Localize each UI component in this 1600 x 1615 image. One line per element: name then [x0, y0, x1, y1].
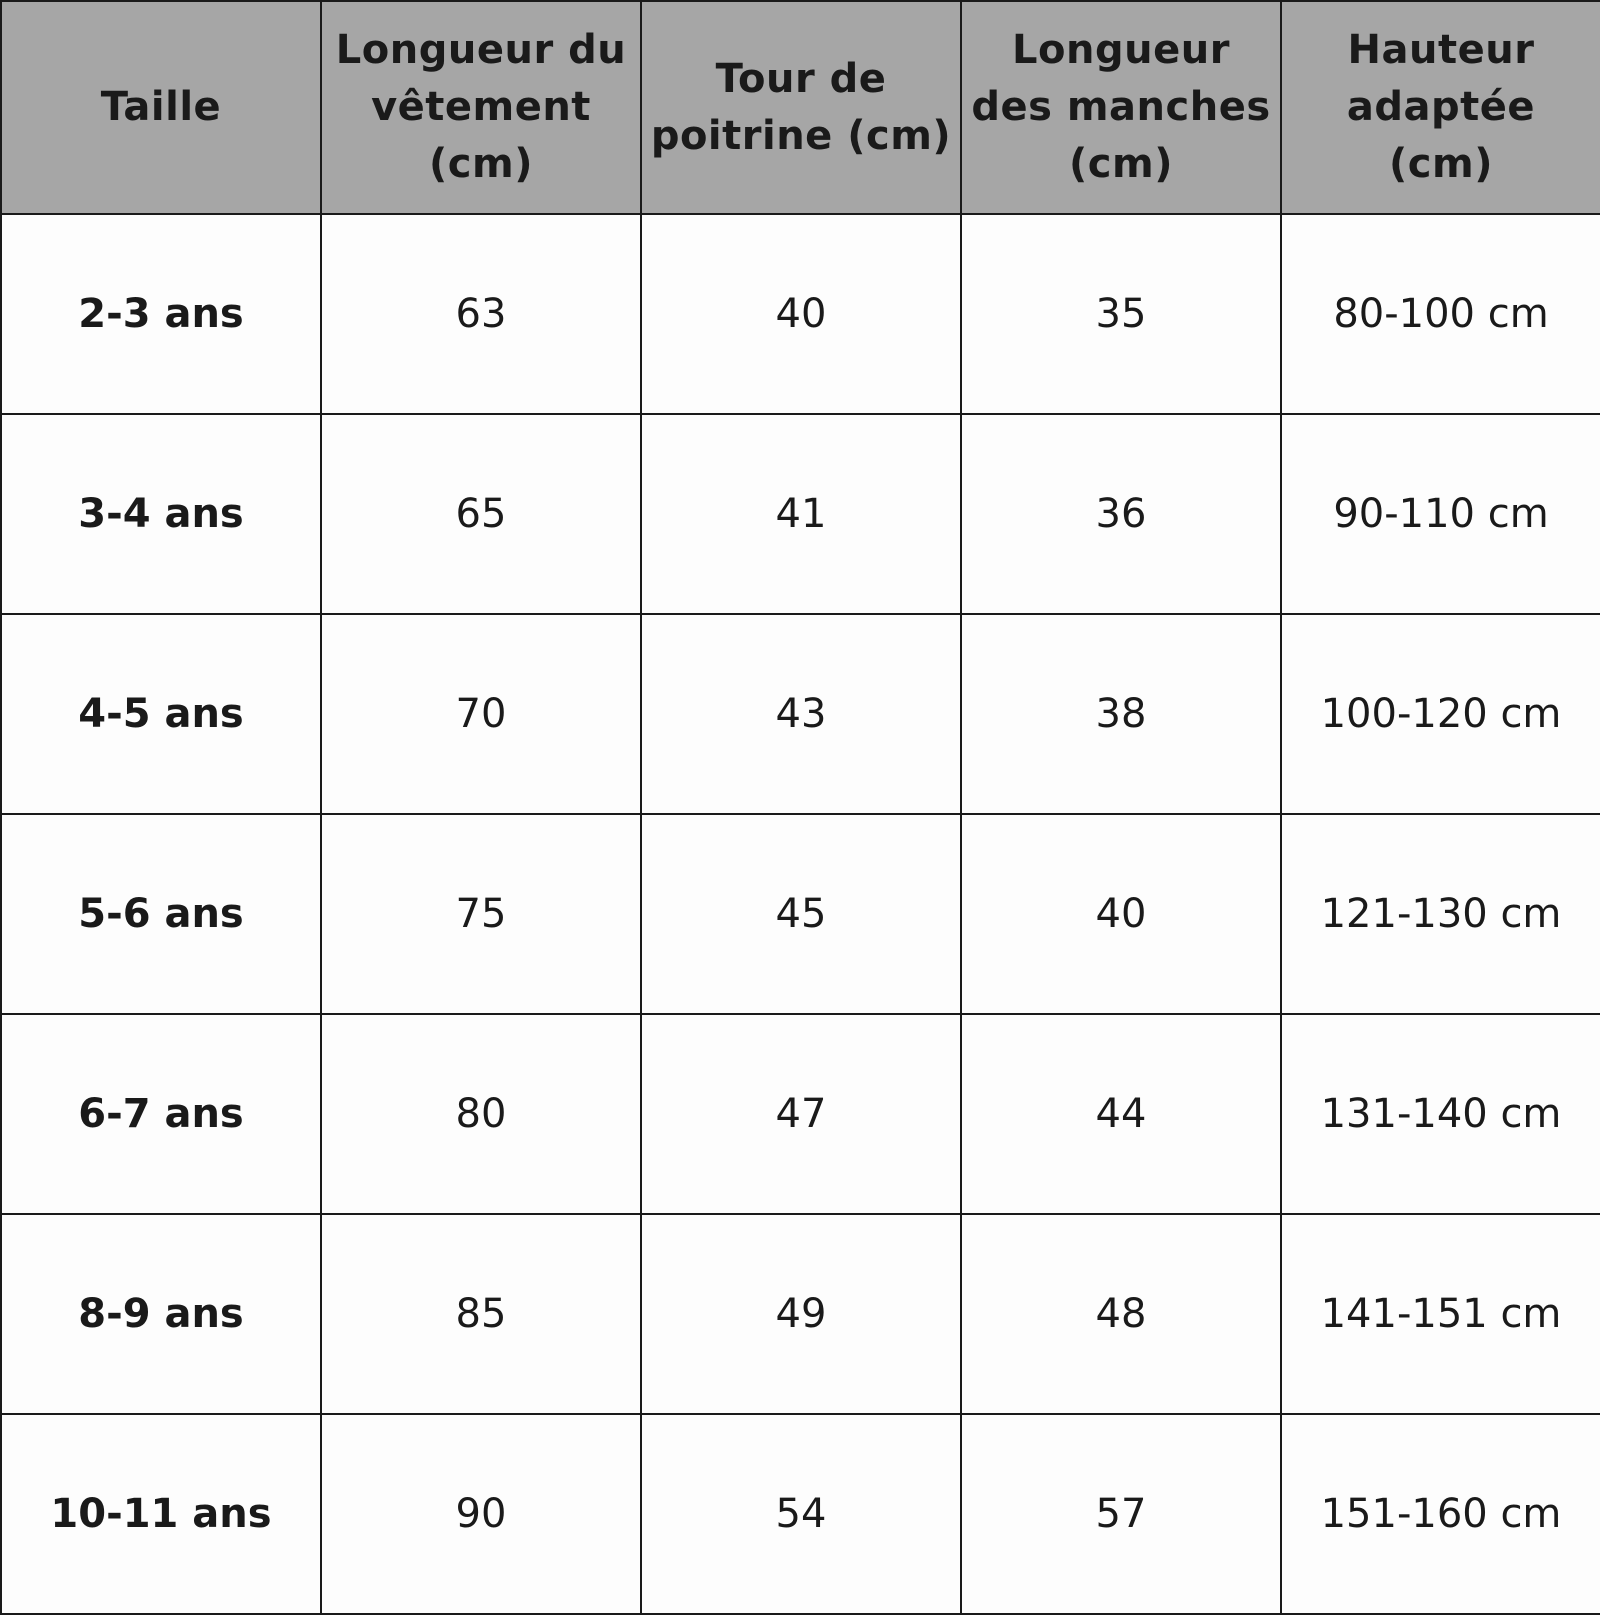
size-cell: 8-9 ans: [1, 1214, 321, 1414]
garment-length-cell: 70: [321, 614, 641, 814]
size-cell: 2-3 ans: [1, 214, 321, 414]
sleeve-length-cell: 57: [961, 1414, 1281, 1614]
size-cell: 5-6 ans: [1, 814, 321, 1014]
sleeve-length-cell: 48: [961, 1214, 1281, 1414]
garment-length-cell: 75: [321, 814, 641, 1014]
sleeve-length-cell: 36: [961, 414, 1281, 614]
height-cell: 100-120 cm: [1281, 614, 1600, 814]
sleeve-length-cell: 44: [961, 1014, 1281, 1214]
size-cell: 6-7 ans: [1, 1014, 321, 1214]
header-longueur-vetement: Longueur du vêtement (cm): [321, 1, 641, 214]
size-cell: 10-11 ans: [1, 1414, 321, 1614]
garment-length-cell: 65: [321, 414, 641, 614]
header-row: [1, 1, 1600, 214]
garment-length-cell: 63: [321, 214, 641, 414]
table-body: [1, 214, 1600, 1614]
sleeve-length-cell: 35: [961, 214, 1281, 414]
table-header: [1, 1, 1600, 214]
size-cell: 4-5 ans: [1, 614, 321, 814]
chest-cell: 54: [641, 1414, 961, 1614]
garment-length-cell: 90: [321, 1414, 641, 1614]
table-row: [1, 414, 1600, 614]
header-hauteur-adaptee: Hauteur adaptée (cm): [1281, 1, 1600, 214]
height-cell: 121-130 cm: [1281, 814, 1600, 1014]
height-cell: 90-110 cm: [1281, 414, 1600, 614]
chest-cell: 43: [641, 614, 961, 814]
garment-length-cell: 80: [321, 1014, 641, 1214]
table-row: [1, 614, 1600, 814]
header-longueur-manches: Longueur des manches (cm): [961, 1, 1281, 214]
header-taille: Taille: [1, 1, 321, 214]
height-cell: 141-151 cm: [1281, 1214, 1600, 1414]
table-row: [1, 214, 1600, 414]
table-row: [1, 1014, 1600, 1214]
chest-cell: 40: [641, 214, 961, 414]
chest-cell: 47: [641, 1014, 961, 1214]
chest-cell: 45: [641, 814, 961, 1014]
sleeve-length-cell: 40: [961, 814, 1281, 1014]
table-row: [1, 1214, 1600, 1414]
table-row: [1, 814, 1600, 1014]
height-cell: 131-140 cm: [1281, 1014, 1600, 1214]
chest-cell: 41: [641, 414, 961, 614]
height-cell: 80-100 cm: [1281, 214, 1600, 414]
sleeve-length-cell: 38: [961, 614, 1281, 814]
table-row: [1, 1414, 1600, 1614]
garment-length-cell: 85: [321, 1214, 641, 1414]
chest-cell: 49: [641, 1214, 961, 1414]
size-cell: 3-4 ans: [1, 414, 321, 614]
height-cell: 151-160 cm: [1281, 1414, 1600, 1614]
header-tour-de-poitrine: Tour de poitrine (cm): [641, 1, 961, 214]
